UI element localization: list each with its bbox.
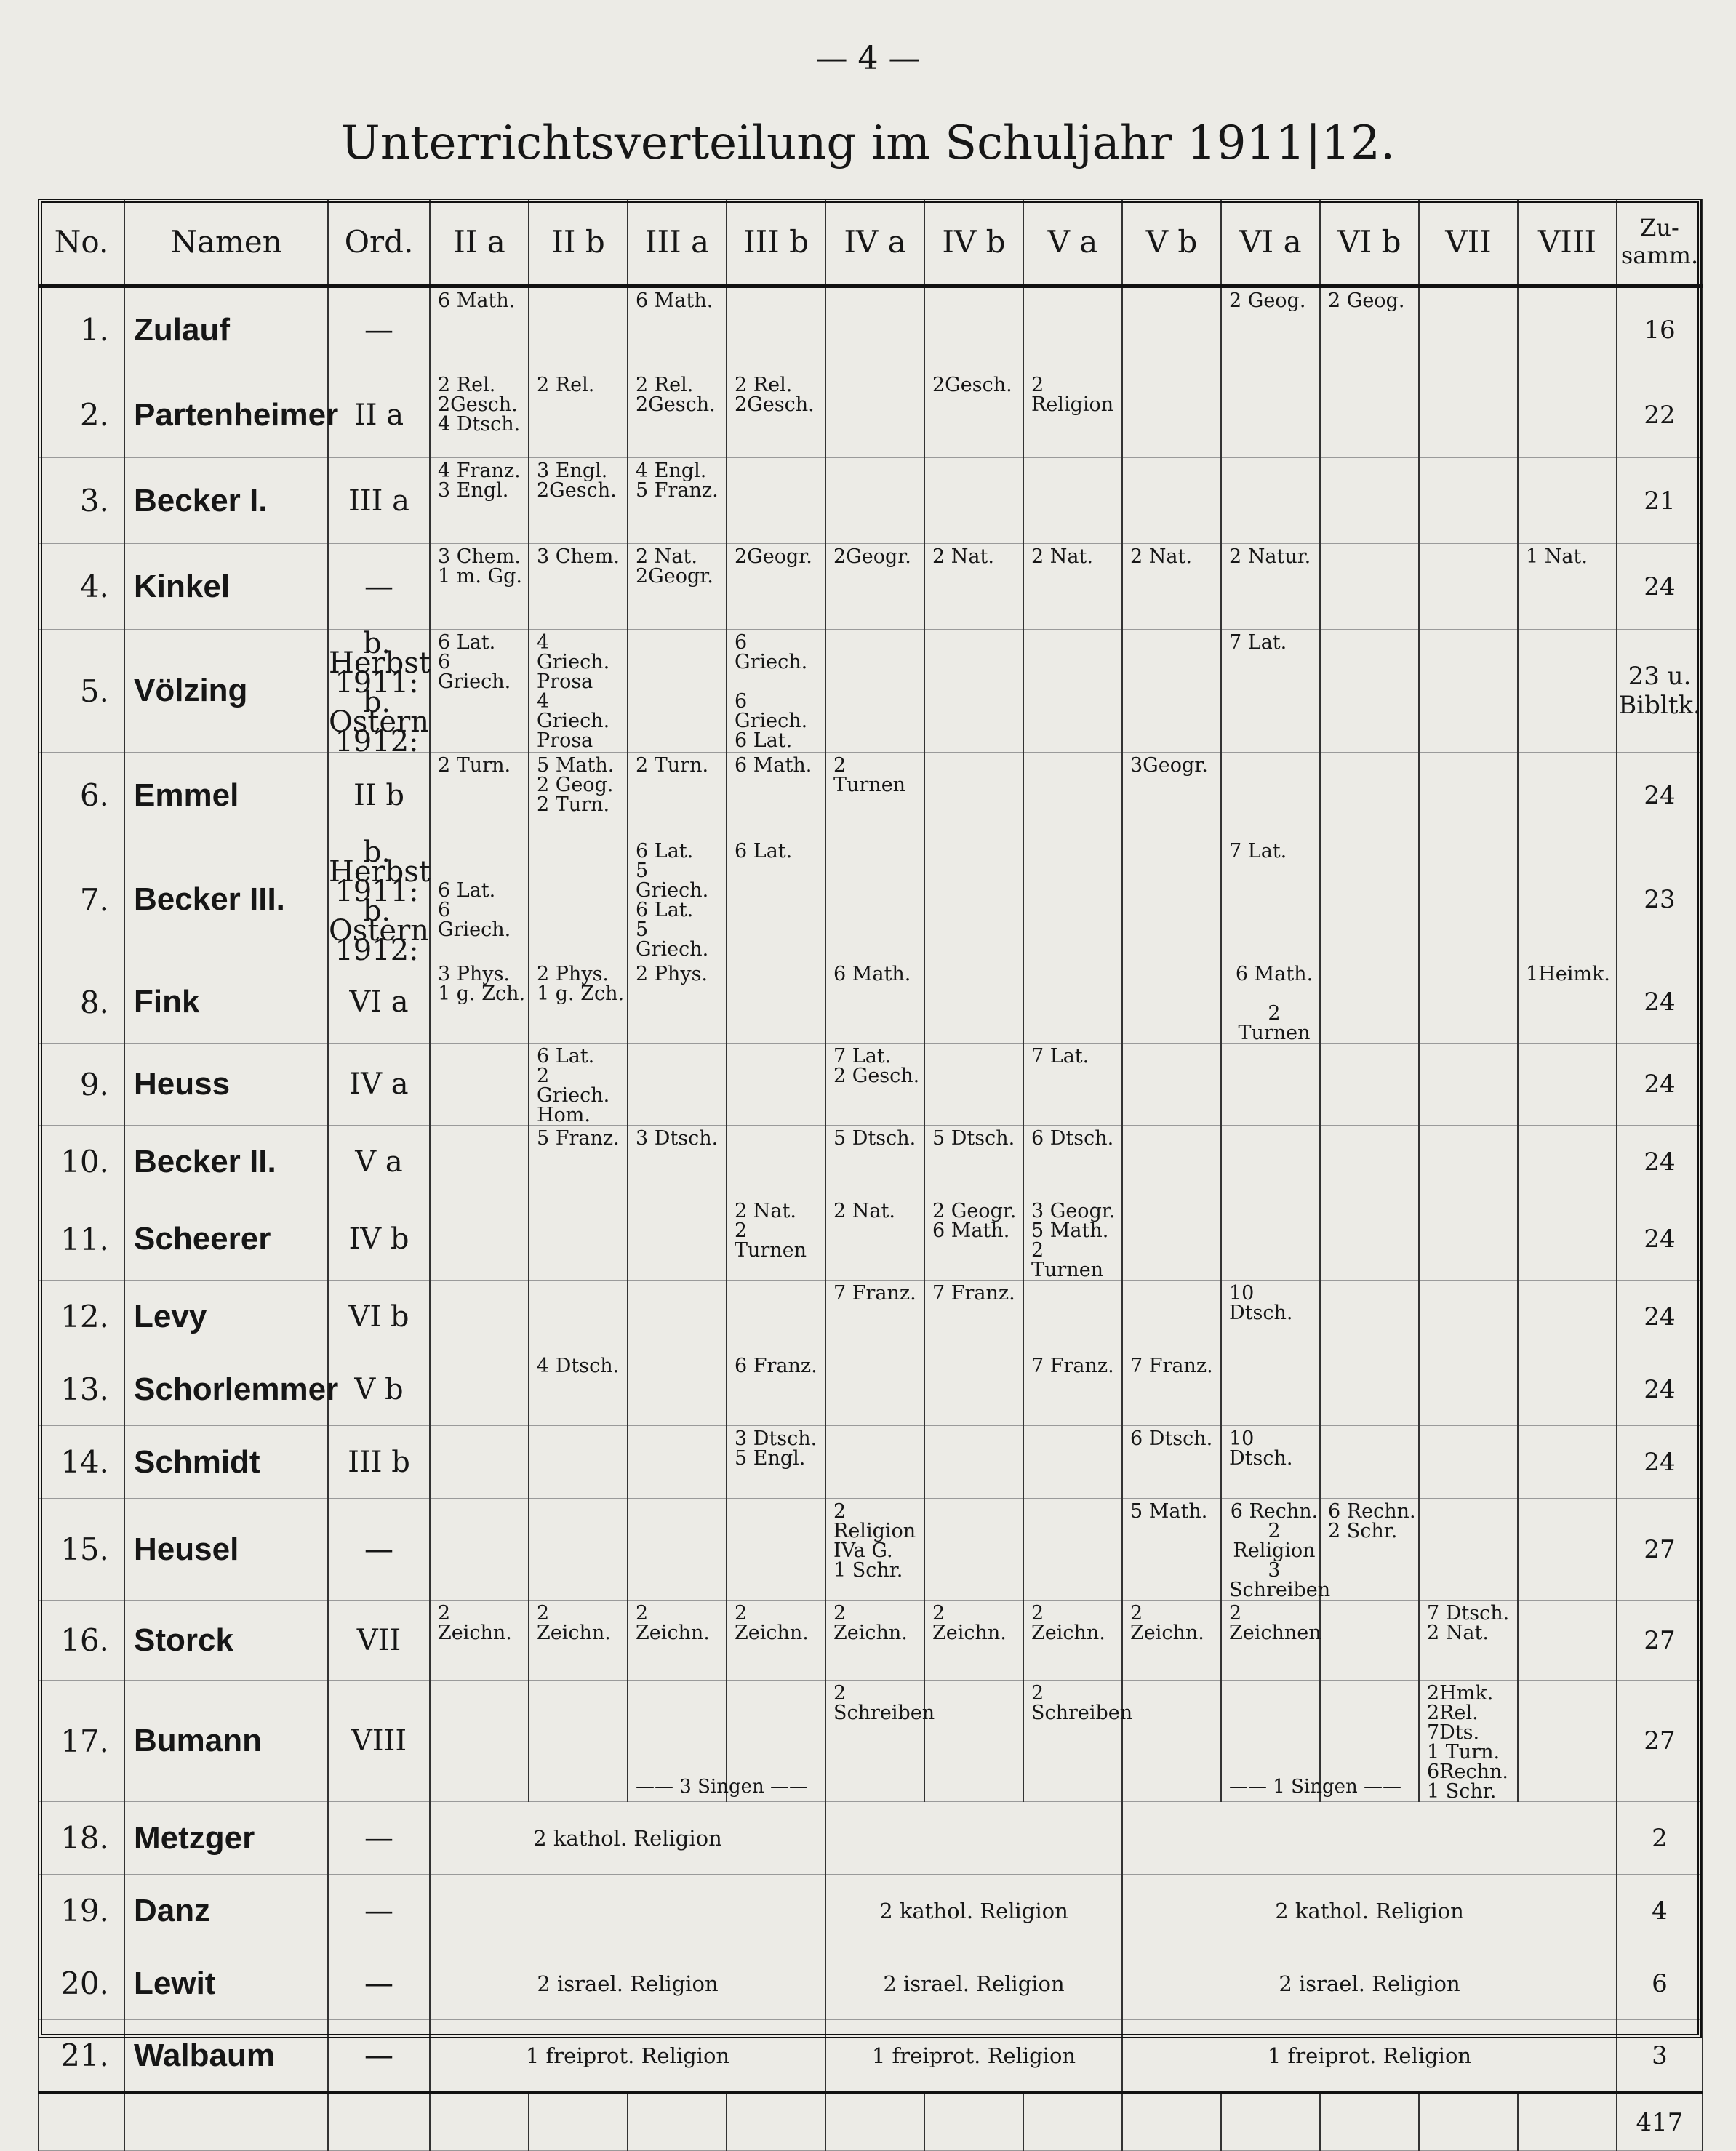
subject-cell: 2 Religion: [1023, 372, 1122, 458]
subject-span: 2 israel. Religion: [825, 1947, 1122, 2020]
ordinarius: —: [328, 287, 430, 372]
hours-total: 22: [1617, 372, 1703, 458]
hours-total: 24: [1617, 1281, 1703, 1353]
subject-cell: 5 Dtsch.: [924, 1126, 1023, 1198]
teacher-name: Scheerer: [124, 1198, 328, 1281]
empty-cell: [727, 2093, 825, 2151]
subject-cell: 2 Schreiben: [825, 1681, 924, 1802]
teacher-name: Danz: [124, 1875, 328, 1947]
ordinarius: —: [328, 2020, 430, 2093]
teacher-name: Partenheimer: [124, 372, 328, 458]
row-number: 9.: [39, 1044, 124, 1126]
subject-cell: 3 Chem.: [529, 544, 628, 630]
row-number: 16.: [39, 1601, 124, 1681]
header-class: III a: [628, 199, 727, 287]
row-number: 4.: [39, 544, 124, 630]
subject-cell: 2 Zeichn.: [727, 1601, 825, 1681]
subject-cell: 3 Dtsch.: [628, 1126, 727, 1198]
subject-cell: 2Geogr.: [825, 544, 924, 630]
teacher-name: Storck: [124, 1601, 328, 1681]
hours-total: 24: [1617, 1353, 1703, 1426]
row-number: 21.: [39, 2020, 124, 2093]
teacher-name: Becker III.: [124, 838, 328, 961]
subject-cell: 2 Zeichn.: [924, 1601, 1023, 1681]
header-ord: Ord.: [328, 199, 430, 287]
ordinarius: b. Herbst 1911: b. Ostern 1912:: [329, 627, 431, 758]
row-number: 10.: [39, 1126, 124, 1198]
subject-cell: 2Hmk. 2Rel. 7Dts. 1 Turn. 6Rechn. 1 Schr.: [1419, 1681, 1518, 1802]
subject-cell: 6 Griech. 6 Griech. 6 Lat.: [727, 630, 825, 753]
hours-total: 21: [1617, 458, 1703, 544]
subject-span: 2 kathol. Religion: [825, 1875, 1122, 1947]
row-number: 8.: [39, 961, 124, 1044]
subject-cell: 4 Engl. 5 Franz.: [628, 458, 727, 544]
hours-total: 24: [1617, 1198, 1703, 1281]
header-class: IV a: [825, 199, 924, 287]
teacher-name: Schmidt: [124, 1426, 328, 1499]
subject-cell: 6 Math. 2 Turnen: [1221, 961, 1320, 1044]
subject-span: 2 israel. Religion: [430, 1947, 825, 2020]
teacher-name: Völzing: [124, 630, 328, 753]
teacher-name: Levy: [124, 1281, 328, 1353]
subject-cell: 7 Lat.: [1221, 838, 1320, 961]
grand-total: 417: [1617, 2093, 1703, 2151]
row-number: 19.: [39, 1875, 124, 1947]
subject-cell: 6 Lat. 2 Griech. Hom.: [529, 1044, 628, 1126]
row-number: 15.: [39, 1499, 124, 1601]
header-class: VIII: [1518, 199, 1617, 287]
empty-cell: [328, 2093, 430, 2151]
subject-cell: 7 Lat.: [1023, 1044, 1122, 1126]
subject-cell: 2 Religion IVa G. 1 Schr.: [825, 1499, 924, 1601]
hours-total: 23: [1617, 838, 1703, 961]
subject-cell: 2 Natur.: [1221, 544, 1320, 630]
subject-cell: 6 Dtsch.: [1122, 1426, 1221, 1499]
subject-cell: 2 Nat. 2Geogr.: [628, 544, 727, 630]
hours-total: 23 u. Bibltk.: [1617, 630, 1703, 753]
subject-cell: 2 Geogr. 6 Math.: [924, 1198, 1023, 1281]
subject-span: 1 freiprot. Religion: [825, 2020, 1122, 2093]
subject-cell: 2 Phys.: [628, 961, 727, 1044]
header-no: No.: [39, 199, 124, 287]
hours-total: 24: [1617, 1044, 1703, 1126]
subject-cell: 2 Nat.: [1122, 544, 1221, 630]
page-title: Unterrichtsverteilung im Schuljahr 1911|12.: [340, 116, 1396, 170]
hours-total: 3: [1617, 2020, 1703, 2093]
hours-total: 2: [1617, 1802, 1703, 1875]
row-number: 13.: [39, 1353, 124, 1426]
subject-cell: 2 Nat.: [1023, 544, 1122, 630]
header-zusamm: Zu- samm.: [1617, 199, 1703, 287]
subject-cell: 7 Franz.: [1023, 1353, 1122, 1426]
subject-cell: 2Geogr.: [727, 544, 825, 630]
subject-cell: 4 Franz. 3 Engl.: [430, 458, 529, 544]
teacher-name: Walbaum: [124, 2020, 328, 2093]
header-class: IV b: [924, 199, 1023, 287]
header-class: VI a: [1221, 199, 1320, 287]
header-class: VII: [1419, 199, 1518, 287]
ordinarius: b. Herbst 1911: b. Ostern 1912:: [329, 836, 431, 967]
subject-cell: 5 Dtsch.: [825, 1126, 924, 1198]
ordinarius: V b: [328, 1353, 430, 1426]
subject-cell: 2 Geog.: [1320, 287, 1419, 372]
subject-cell: 6 Rechn. 2 Religion 3 Schreiben: [1221, 1499, 1320, 1601]
page-number: — 4 —: [815, 40, 921, 77]
subject-cell: 5 Math.: [1122, 1499, 1221, 1601]
table-frame: [38, 199, 1702, 2038]
subject-cell: 6 Math.: [628, 287, 727, 372]
row-number: 20.: [39, 1947, 124, 2020]
subject-cell: 5 Franz.: [529, 1126, 628, 1198]
subject-span: 2 kathol. Religion: [1122, 1875, 1617, 1947]
header-class: V a: [1023, 199, 1122, 287]
subject-cell: 2 Turnen: [825, 753, 924, 838]
subject-cell: 7 Lat. 2 Gesch.: [825, 1044, 924, 1126]
empty-cell: [430, 2093, 529, 2151]
subject-cell: 2 Nat.: [924, 544, 1023, 630]
subject-span: 1 freiprot. Religion: [1122, 2020, 1617, 2093]
subject-cell: 10 Dtsch.: [1221, 1426, 1320, 1499]
subject-cell: 2 Zeichn.: [1023, 1601, 1122, 1681]
row-number: 2.: [39, 372, 124, 458]
row-number: 11.: [39, 1198, 124, 1281]
subject-cell: 6 Math.: [825, 961, 924, 1044]
header-class: III b: [727, 199, 825, 287]
ordinarius: IV a: [328, 1044, 430, 1126]
subject-cell: 7 Franz.: [825, 1281, 924, 1353]
subject-cell: 10 Dtsch.: [1221, 1281, 1320, 1353]
subject-cell: 2 Zeichn.: [430, 1601, 529, 1681]
header-class: II a: [430, 199, 529, 287]
hours-total: 27: [1617, 1499, 1703, 1601]
total-row: [39, 2093, 1703, 2151]
teacher-name: Lewit: [124, 1947, 328, 2020]
subject-cell: 2Gesch.: [924, 372, 1023, 458]
subject-cell: 7 Lat.: [1221, 630, 1320, 753]
row-number: 14.: [39, 1426, 124, 1499]
subject-cell: 2 Rel. 2Gesch.: [727, 372, 825, 458]
row-number: 12.: [39, 1281, 124, 1353]
ordinarius: II a: [328, 372, 430, 458]
teacher-name: Fink: [124, 961, 328, 1044]
ordinarius: —: [328, 1499, 430, 1601]
empty-cell: [1518, 2093, 1617, 2151]
subject-cell: 2 Zeichn.: [529, 1601, 628, 1681]
empty-cell: [924, 2093, 1023, 2151]
subject-cell: 2 Turn.: [628, 753, 727, 838]
row-number: 17.: [39, 1681, 124, 1802]
ordinarius: V a: [328, 1126, 430, 1198]
subject-cell: 2 Schreiben: [1023, 1681, 1122, 1802]
subject-cell: 2 Rel.: [529, 372, 628, 458]
subject-cell: 2 Nat. 2 Turnen: [727, 1198, 825, 1281]
hours-total: 16: [1617, 287, 1703, 372]
hours-total: 27: [1617, 1681, 1703, 1802]
teacher-name: Schorlemmer: [124, 1353, 328, 1426]
teacher-name: Becker II.: [124, 1126, 328, 1198]
ordinarius: IV b: [328, 1198, 430, 1281]
subject-cell: 1Heimk.: [1518, 961, 1617, 1044]
empty-cell: [628, 2093, 727, 2151]
row-number: 1.: [39, 287, 124, 372]
header-class: V b: [1122, 199, 1221, 287]
subject-cell: 3 Engl. 2Gesch.: [529, 458, 628, 544]
subject-cell: 2 Rel. 2Gesch. 4 Dtsch.: [430, 372, 529, 458]
singing-note: —— 1 Singen ——: [1229, 1776, 1401, 1798]
teacher-name: Metzger: [124, 1802, 328, 1875]
empty-cell: [39, 2093, 124, 2151]
subject-span: 1 freiprot. Religion: [430, 2020, 825, 2093]
subject-cell: 6 Lat. 6 Griech.: [430, 838, 529, 961]
empty-cell: [124, 2093, 328, 2151]
subject-cell: 2 Zeichn.: [1122, 1601, 1221, 1681]
teacher-name: Emmel: [124, 753, 328, 838]
hours-total: 27: [1617, 1601, 1703, 1681]
subject-cell: 6 Math.: [430, 287, 529, 372]
subject-cell: 6 Franz.: [727, 1353, 825, 1426]
header-namen: Namen: [124, 199, 328, 287]
subject-cell: 1 Nat.: [1518, 544, 1617, 630]
ordinarius: II b: [328, 753, 430, 838]
empty-cell: [1419, 2093, 1518, 2151]
subject-cell: 6 Math.: [727, 753, 825, 838]
subject-cell: 2 Phys. 1 g. Zch.: [529, 961, 628, 1044]
subject-cell: 6 Lat.: [727, 838, 825, 961]
row-number: 3.: [39, 458, 124, 544]
subject-cell: 2 Rel. 2Gesch.: [628, 372, 727, 458]
hours-total: 24: [1617, 544, 1703, 630]
ordinarius: III a: [328, 458, 430, 544]
empty-cell: [1023, 2093, 1122, 2151]
hours-total: 24: [1617, 1426, 1703, 1499]
empty-cell: [825, 2093, 924, 2151]
ordinarius: VIII: [328, 1681, 430, 1802]
subject-cell: 6 Rechn. 2 Schr.: [1320, 1499, 1419, 1601]
teacher-name: Bumann: [124, 1681, 328, 1802]
subject-cell: 2 Zeichn.: [628, 1601, 727, 1681]
subject-cell: 3 Dtsch. 5 Engl.: [727, 1426, 825, 1499]
subject-cell: 7 Dtsch. 2 Nat.: [1419, 1601, 1518, 1681]
teacher-name: Zulauf: [124, 287, 328, 372]
hours-total: 24: [1617, 961, 1703, 1044]
subject-cell: 2 Turn.: [430, 753, 529, 838]
hours-total: 24: [1617, 1126, 1703, 1198]
ordinarius: —: [328, 544, 430, 630]
hours-total: 4: [1617, 1875, 1703, 1947]
ordinarius: —: [328, 1875, 430, 1947]
row-number: 6.: [39, 753, 124, 838]
subject-cell: 6 Lat. 6 Griech.: [430, 630, 529, 753]
empty-cell: [1320, 2093, 1419, 2151]
ordinarius: VII: [328, 1601, 430, 1681]
ordinarius: VI a: [328, 961, 430, 1044]
subject-cell: 2 Zeichnen: [1221, 1601, 1320, 1681]
hours-total: 24: [1617, 753, 1703, 838]
subject-cell: 3 Phys. 1 g. Zch.: [430, 961, 529, 1044]
subject-cell: 4 Dtsch.: [529, 1353, 628, 1426]
row-number: 18.: [39, 1802, 124, 1875]
subject-cell: 3Geogr.: [1122, 753, 1221, 838]
row-number: 5.: [39, 630, 124, 753]
ordinarius: VI b: [328, 1281, 430, 1353]
teacher-name: Heusel: [124, 1499, 328, 1601]
subject-cell: 6 Dtsch.: [1023, 1126, 1122, 1198]
header-class: II b: [529, 199, 628, 287]
teacher-name: Heuss: [124, 1044, 328, 1126]
row-number: 7.: [39, 838, 124, 961]
subject-cell: 2 Zeichn.: [825, 1601, 924, 1681]
header-class: VI b: [1320, 199, 1419, 287]
ordinarius: —: [328, 1947, 430, 2020]
empty-cell: [1221, 2093, 1320, 2151]
subject-cell: 4 Griech. Prosa 4 Griech. Prosa: [529, 630, 628, 753]
subject-cell: 2 Nat.: [825, 1198, 924, 1281]
subject-cell: 2 Geog.: [1221, 287, 1320, 372]
hours-total: 6: [1617, 1947, 1703, 2020]
subject-cell: 3 Geogr. 5 Math. 2 Turnen: [1023, 1198, 1122, 1281]
subject-cell: 7 Franz.: [1122, 1353, 1221, 1426]
teacher-name: Becker I.: [124, 458, 328, 544]
empty-cell: [529, 2093, 628, 2151]
ordinarius: —: [328, 1802, 430, 1875]
subject-cell: 3 Chem. 1 m. Gg.: [430, 544, 529, 630]
empty-cell: [1122, 2093, 1221, 2151]
teacher-name: Kinkel: [124, 544, 328, 630]
subject-cell: 7 Franz.: [924, 1281, 1023, 1353]
singing-note: —— 3 Singen ——: [636, 1776, 808, 1798]
subject-span: 2 israel. Religion: [1122, 1947, 1617, 2020]
ordinarius: III b: [328, 1426, 430, 1499]
subject-span: 2 kathol. Religion: [430, 1802, 825, 1875]
subject-cell: 6 Lat. 5 Griech. 6 Lat. 5 Griech.: [628, 838, 727, 961]
subject-cell: 5 Math. 2 Geog. 2 Turn.: [529, 753, 628, 838]
